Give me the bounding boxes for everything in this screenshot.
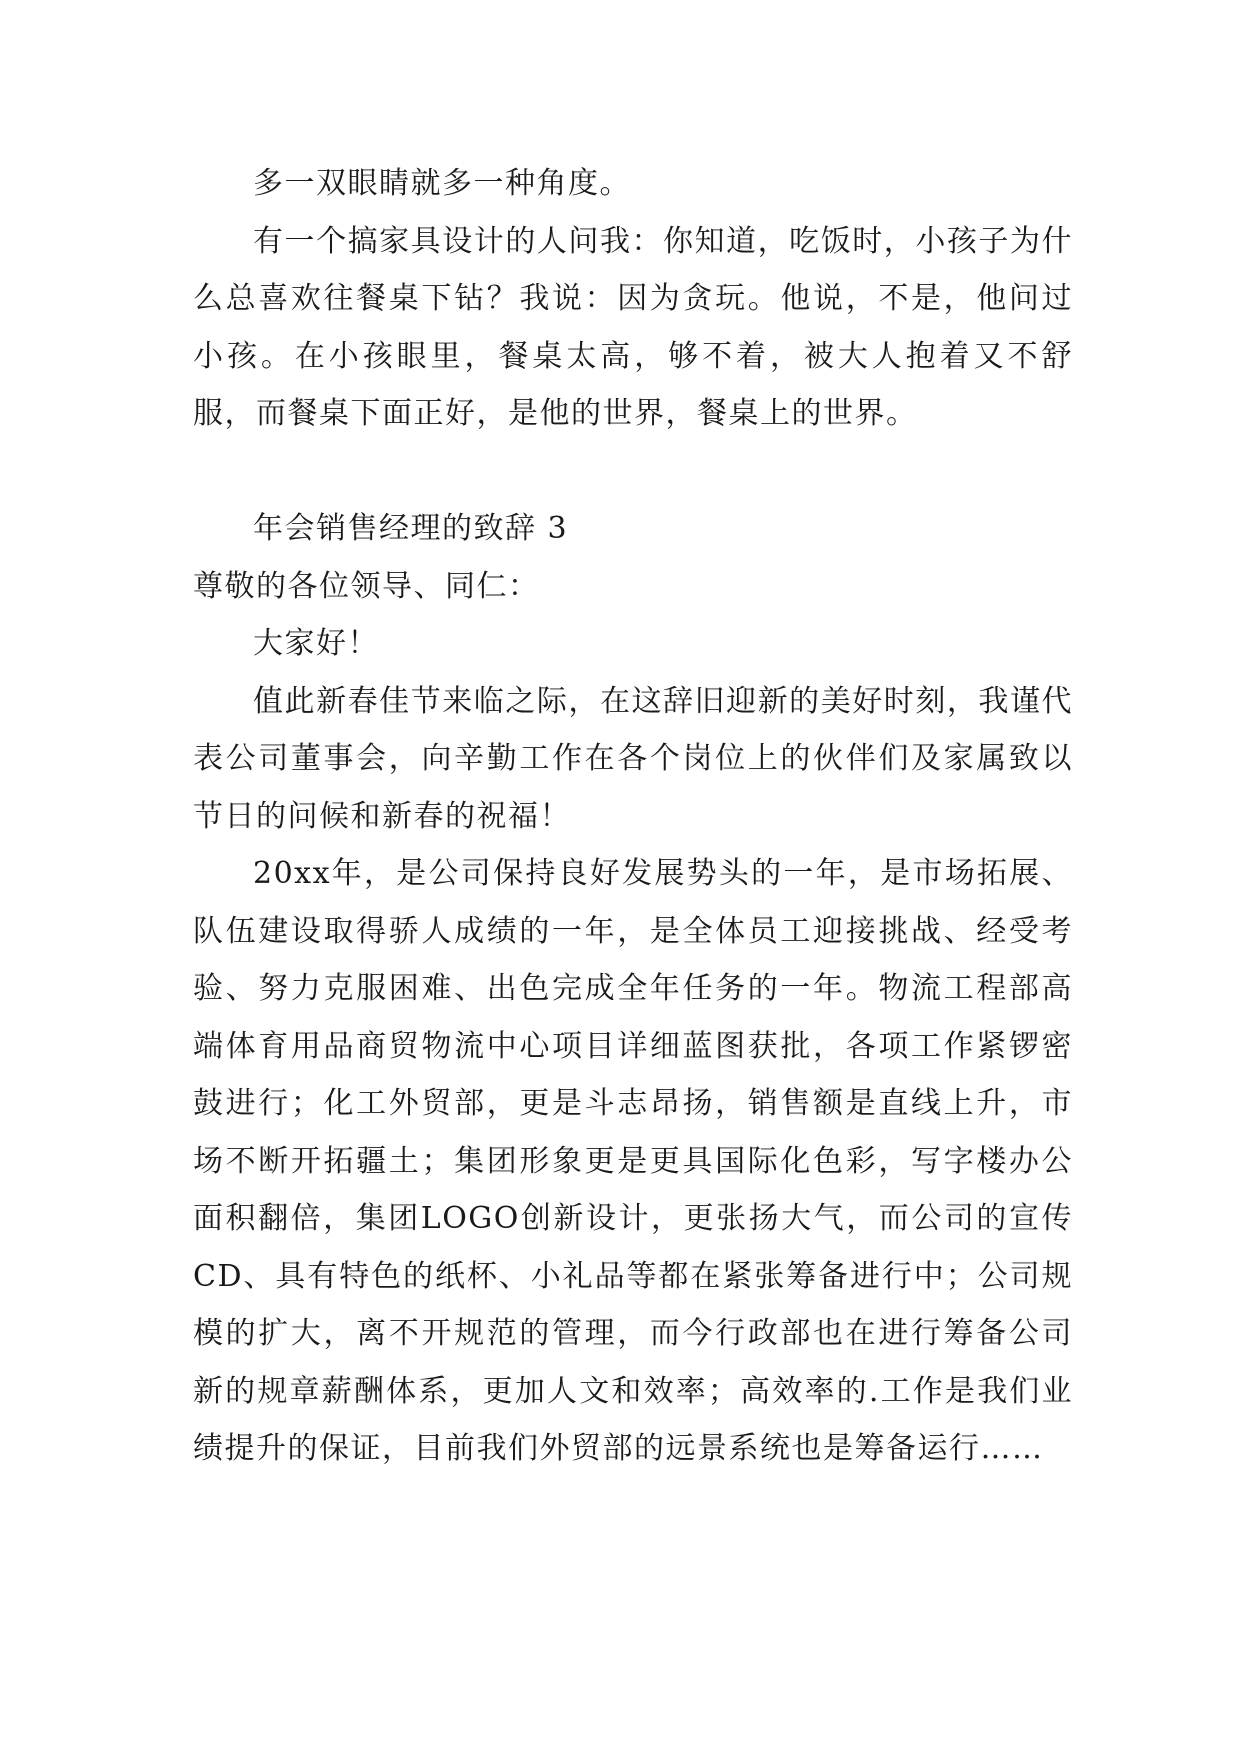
paragraph-angle: 多一双眼睛就多一种角度。 xyxy=(253,166,631,201)
paragraph-annual-review: 20xx年，是公司保持良好发展势头的一年，是市场拓展、队伍建设取得骄人成绩的一年，是全体员工迎接挑战、经受考验、努力克服困难、出色完成全年任务的一年。物流工程部高端体育用品商贸物流中心项目详细蓝图获批，各项工作紧锣密鼓进行；化工外贸部，更是斗志昂扬，销售额是直线上升，市场不断开拓疆土；集团形象更是更具国际化色彩，写字楼办公面积翻倍，集团LOGO创新设计，更张扬大气，而公司的宣传CD、具有特色的纸杯、小礼品等都在紧张筹备进行中；公司规模的扩大，离不开规范的管理，而今行政部也在进行筹备公司新的规章薪酬体系，更加人文和效率；高效率的.工作是我们业绩提升的保证，目前我们外贸部的远景系统也是筹备运行…… xyxy=(193,856,1073,1466)
paragraph-furniture-story: 有一个搞家具设计的人问我：你知道，吃饭时，小孩子为什么总喜欢往餐桌下钻？我说：因为贪玩。他说，不是，他问过小孩。在小孩眼里，餐桌太高，够不着，被大人抱着又不舒服，而餐桌下面正好，是他的世界，餐桌上的世界。 xyxy=(193,223,1073,431)
greeting: 大家好！ xyxy=(253,626,379,661)
salutation: 尊敬的各位领导、同仁： xyxy=(193,568,540,604)
paragraph-gap xyxy=(193,443,1073,501)
paragraph-new-year-wishes: 值此新春佳节来临之际，在这辞旧迎新的美好时刻，我谨代表公司董事会，向辛勤工作在各个岗位上的伙伴们及家属致以节日的问候和新春的祝福！ xyxy=(193,683,1073,834)
section-title: 年会销售经理的致辞 3 xyxy=(253,511,569,546)
document-content xyxy=(193,155,1073,1478)
